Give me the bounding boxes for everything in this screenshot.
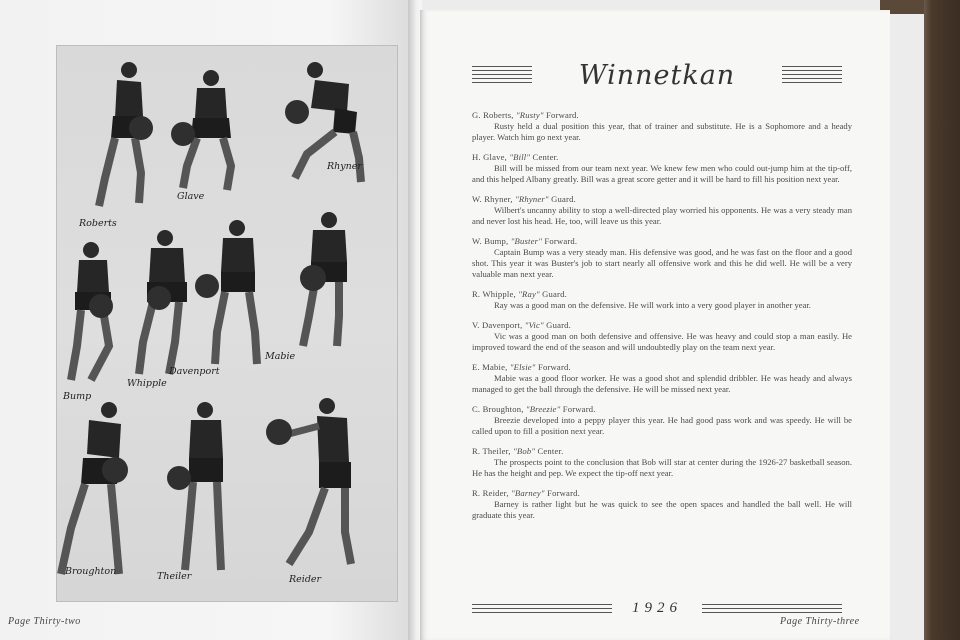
player-name-davenport: Davenport xyxy=(169,366,220,377)
entry-heading: R. Theiler, "Bob" Center. xyxy=(472,446,564,456)
player-name-theiler: Theiler xyxy=(157,571,192,582)
entry-heading: R. Whipple, "Ray" Guard. xyxy=(472,289,567,299)
player-name-glave: Glave xyxy=(177,191,205,202)
player-name-mabie: Mabie xyxy=(265,351,296,362)
book-cover-edge xyxy=(924,0,960,640)
entry-davenport xyxy=(472,320,852,353)
entry-text: Breezie developed into a peppy player this year. He had good pass work and was speedy. He will be called upon to fill a position next year. xyxy=(472,415,852,436)
entry-text: Barney is rather light but he was quick to see the open spaces and handled the ball well. He will graduate this year. xyxy=(472,499,852,520)
page-title: Winnetkan xyxy=(578,60,736,91)
player-figure-davenport xyxy=(193,214,273,374)
page-number-right: Page Thirty-three xyxy=(780,616,860,627)
entry-glave xyxy=(472,152,852,185)
entry-text: The prospects point to the conclusion that Bob will star at center during the 1926-27 basketball season. He has the height and pep. We expect the tip-off next year. xyxy=(472,457,852,478)
player-figure-reider xyxy=(253,392,373,572)
entry-text: Ray was a good man on the defensive. He will work into a very good player in another year. xyxy=(494,300,811,310)
player-figure-mabie xyxy=(279,206,379,356)
entry-text: Vic was a good man on both defensive and offensive. He was heavy and could stop a man easily. He improved toward the end of the season and will undoubtedly play on the team next year. xyxy=(472,331,852,352)
entry-text: Rusty held a dual position this year, that of trainer and substitute. He is a Sophomore and a heady player. Watch him go next year. xyxy=(472,121,852,142)
player-figure-roberts xyxy=(77,58,157,208)
player-name-rhyner: Rhyner xyxy=(327,161,362,172)
player-name-broughton: Broughton xyxy=(65,566,117,577)
right-page xyxy=(420,10,890,640)
entry-reider xyxy=(472,488,852,521)
entry-heading: W. Rhyner, "Rhyner" Guard. xyxy=(472,194,576,204)
entry-heading: V. Davenport, "Vic" Guard. xyxy=(472,320,571,330)
entry-heading: H. Glave, "Bill" Center. xyxy=(472,152,559,162)
entry-roberts xyxy=(472,110,852,143)
team-photo xyxy=(56,45,398,602)
entry-text: Wilbert's uncanny ability to stop a well-directed play worried his opponents. He was a very steady man and never lost his head. He, too, will leave us this year. xyxy=(472,205,852,226)
entry-heading: G. Roberts, "Rusty" Forward. xyxy=(472,110,579,120)
player-name-whipple: Whipple xyxy=(127,378,167,389)
player-figure-theiler xyxy=(161,398,241,578)
entry-heading: E. Mabie, "Elsie" Forward. xyxy=(472,362,571,372)
entry-rhyner xyxy=(472,194,852,227)
entry-bump xyxy=(472,236,852,280)
entry-text: Bill will be missed from our team next year. We knew few men who could out-jump him at the tip-off, and this helped Albany greatly. Bill was a great score getter and it will be hard to fill his position next year. xyxy=(472,163,852,184)
entry-whipple xyxy=(472,289,852,311)
left-page xyxy=(0,0,412,640)
player-figure-bump xyxy=(61,236,131,386)
player-name-roberts: Roberts xyxy=(79,218,117,229)
player-figure-broughton xyxy=(56,398,143,583)
player-name-reider: Reider xyxy=(289,574,322,585)
page-number-left: Page Thirty-two xyxy=(8,616,81,627)
entry-mabie xyxy=(472,362,852,395)
page-header xyxy=(472,60,842,100)
header-rule-right xyxy=(782,66,842,84)
player-name-bump: Bump xyxy=(63,391,92,402)
entry-heading: W. Bump, "Buster" Forward. xyxy=(472,236,578,246)
entry-text: Mabie was a good floor worker. He was a good shot and splendid dribbler. He was heady and always managed to get the ball through the defensive. He will be missed next year. xyxy=(472,373,852,394)
footer-rule-right xyxy=(702,604,842,616)
entry-heading: R. Reider, "Barney" Forward. xyxy=(472,488,580,498)
player-figure-glave xyxy=(169,66,259,196)
yearbook-year: 1926 xyxy=(632,600,682,616)
entry-broughton xyxy=(472,404,852,437)
entry-text: Captain Bump was a very steady man. His defensive was good, and he was fast on the floor and a good shot. This year it was Buster's job to start nearly all offensive work and this he did well. He will be a very valuable man next year. xyxy=(472,247,852,279)
player-entries xyxy=(472,110,852,530)
entry-theiler xyxy=(472,446,852,479)
entry-heading: C. Broughton, "Breezie" Forward. xyxy=(472,404,596,414)
